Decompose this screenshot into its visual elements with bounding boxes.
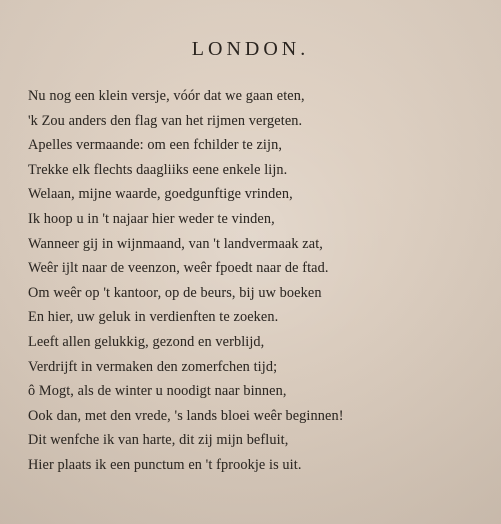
poem-line: Nu nog een klein versje, vóór dat we gaan eten, (28, 88, 305, 104)
poem-line: ô Mogt, als de winter u noodigt naar binnen, (28, 383, 287, 400)
poem-line: 'k Zou anders den flag van het rijmen vergeten. (28, 112, 303, 129)
poem-line: Weêr ijlt naar de veenzon, weêr fpoedt naar de ftad. (28, 260, 329, 277)
poem (28, 84, 473, 478)
poem-line: En hier, uw geluk in verdienften te zoeken. (28, 309, 279, 326)
poem-line: Apelles vermaande: om een fchilder te zijn, (28, 137, 282, 154)
poem-line: Om weêr op 't kantoor, op de beurs, bij uw boeken (28, 284, 322, 301)
poem-line: Leeft allen gelukkig, gezond en verblijd, (28, 333, 265, 350)
poem-line: Trekke elk flechts daagliiks eene enkele lijn. (28, 161, 288, 178)
page-title: LONDON. (191, 38, 310, 60)
poem-line: Verdrijft in vermaken den zomerfchen tijd; (28, 358, 278, 375)
poem-line: Ook dan, met den vrede, 's lands bloei weêr beginnen! (28, 407, 344, 424)
poem-line: Welaan, mijne waarde, goedgunftige vrinden, (28, 186, 293, 203)
poem-line: Wanneer gij in wijnmaand, van 't landvermaak zat, (28, 235, 323, 252)
poem-line: Ik hoop u in 't najaar hier weder te vinden, (28, 210, 275, 227)
poem-line: Dit wenfche ik van harte, dit zij mijn befluit, (28, 432, 289, 449)
poem-line: Hier plaats ik een punctum en 't fprookje is uit. (28, 456, 302, 473)
